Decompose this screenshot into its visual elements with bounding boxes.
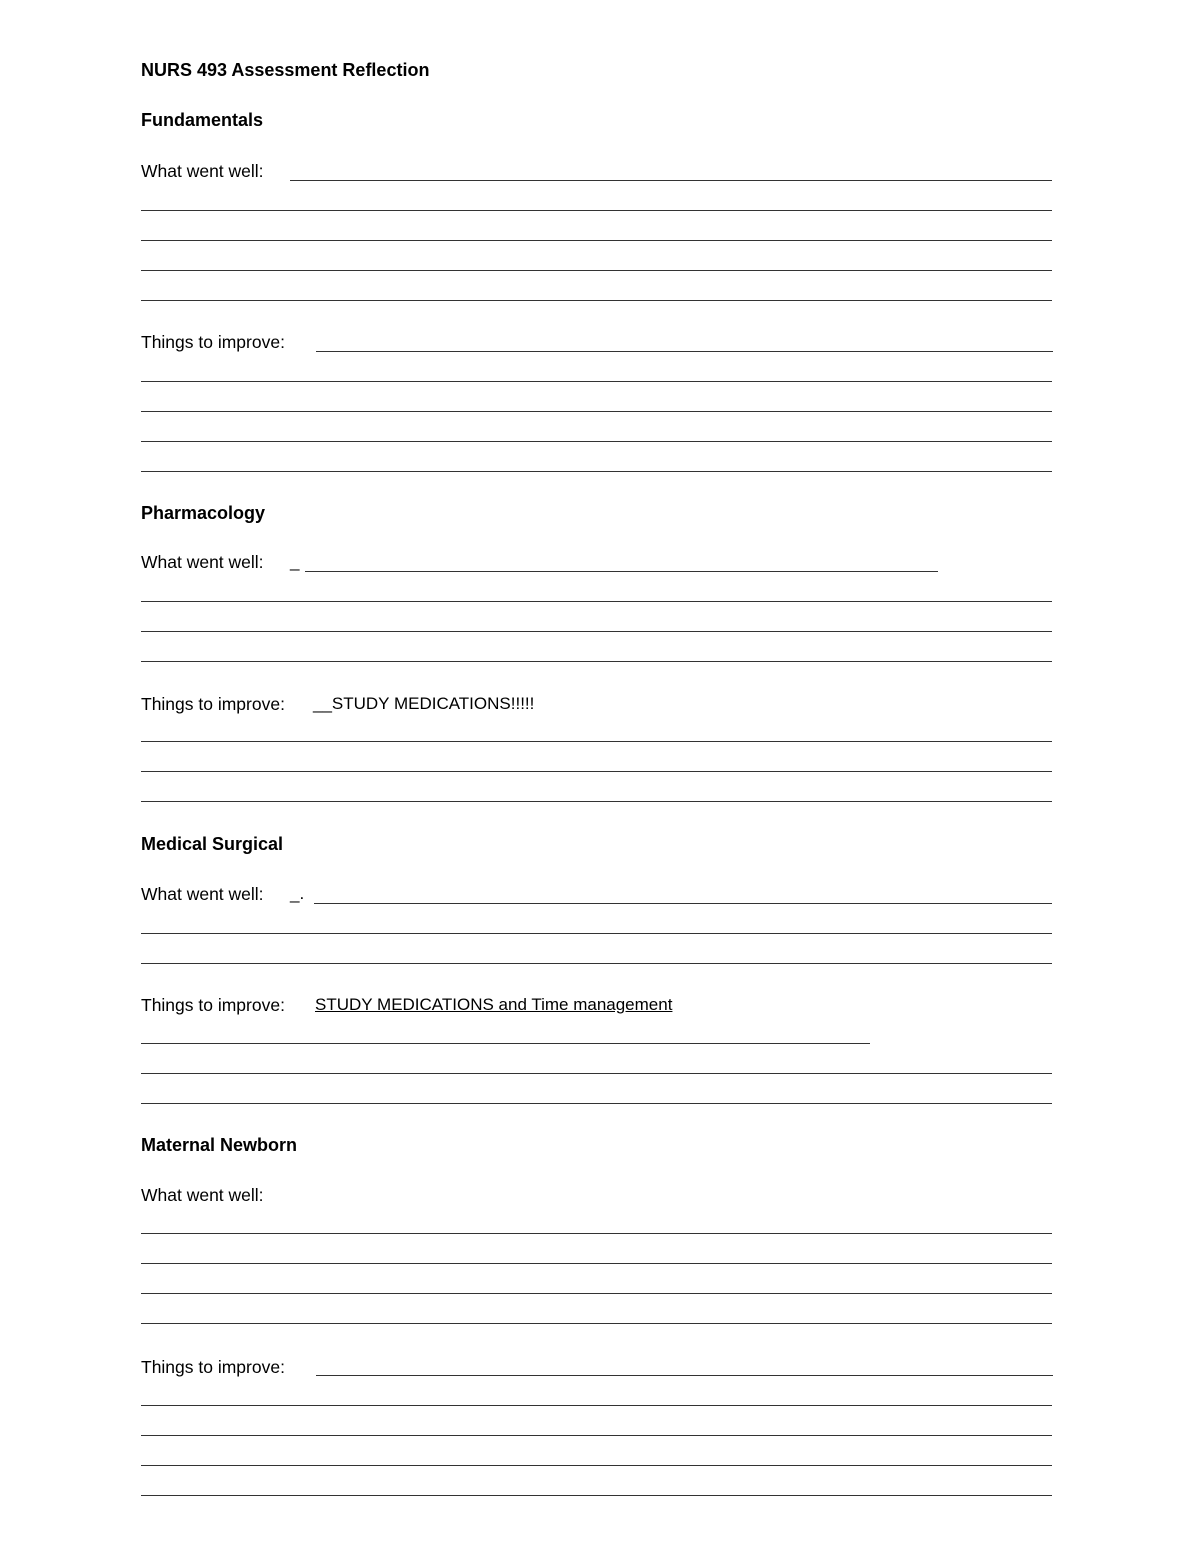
- answer-line: [141, 240, 1052, 241]
- went-well-answer: _: [290, 552, 300, 571]
- answer-line: [141, 210, 1052, 211]
- answer-line: [290, 180, 1052, 181]
- answer-line: [141, 1293, 1052, 1294]
- answer-line: [141, 270, 1052, 271]
- answer-line: [316, 1375, 1053, 1376]
- answer-line: [141, 741, 1052, 742]
- went-well-label: What went well:: [141, 161, 264, 181]
- answer-line: [141, 1465, 1052, 1466]
- answer-line: [141, 1495, 1052, 1496]
- answer-line: [141, 441, 1052, 442]
- section-heading-maternal-newborn: Maternal Newborn: [141, 1135, 298, 1155]
- went-well-label: What went well:: [141, 884, 264, 904]
- answer-line: [141, 801, 1052, 802]
- section-heading-fundamentals: Fundamentals: [141, 110, 264, 130]
- answer-line: [141, 471, 1052, 472]
- went-well-answer: _.: [290, 884, 305, 903]
- section-heading-pharmacology: Pharmacology: [141, 503, 266, 523]
- answer-line: [141, 601, 1052, 602]
- document-title: NURS 493 Assessment Reflection: [141, 60, 430, 80]
- answer-line: [305, 571, 938, 572]
- answer-line: [141, 1233, 1052, 1234]
- improve-label: Things to improve:: [141, 332, 285, 352]
- improve-answer: __STUDY MEDICATIONS!!!!!: [313, 694, 535, 713]
- answer-line: [141, 381, 1052, 382]
- answer-line: [316, 351, 1053, 352]
- went-well-label: What went well:: [141, 1185, 264, 1205]
- improve-label: Things to improve:: [141, 694, 285, 714]
- answer-line: [141, 1103, 1052, 1104]
- answer-line: [141, 933, 1052, 934]
- improve-label: Things to improve:: [141, 1357, 285, 1377]
- answer-line: [141, 1435, 1052, 1436]
- improve-answer: STUDY MEDICATIONS and Time management: [315, 995, 673, 1014]
- answer-line: [141, 771, 1052, 772]
- answer-line: [141, 300, 1052, 301]
- answer-line: [141, 661, 1052, 662]
- answer-line: [141, 1405, 1052, 1406]
- went-well-label: What went well:: [141, 552, 264, 572]
- answer-line: [141, 411, 1052, 412]
- answer-line: [141, 1263, 1052, 1264]
- answer-line: [141, 631, 1052, 632]
- improve-label: Things to improve:: [141, 995, 285, 1015]
- answer-line: [141, 1043, 870, 1044]
- answer-line: [141, 963, 1052, 964]
- answer-line: [141, 1073, 1052, 1074]
- answer-line: [141, 1323, 1052, 1324]
- answer-line: [314, 903, 1052, 904]
- section-heading-medical-surgical: Medical Surgical: [141, 834, 284, 854]
